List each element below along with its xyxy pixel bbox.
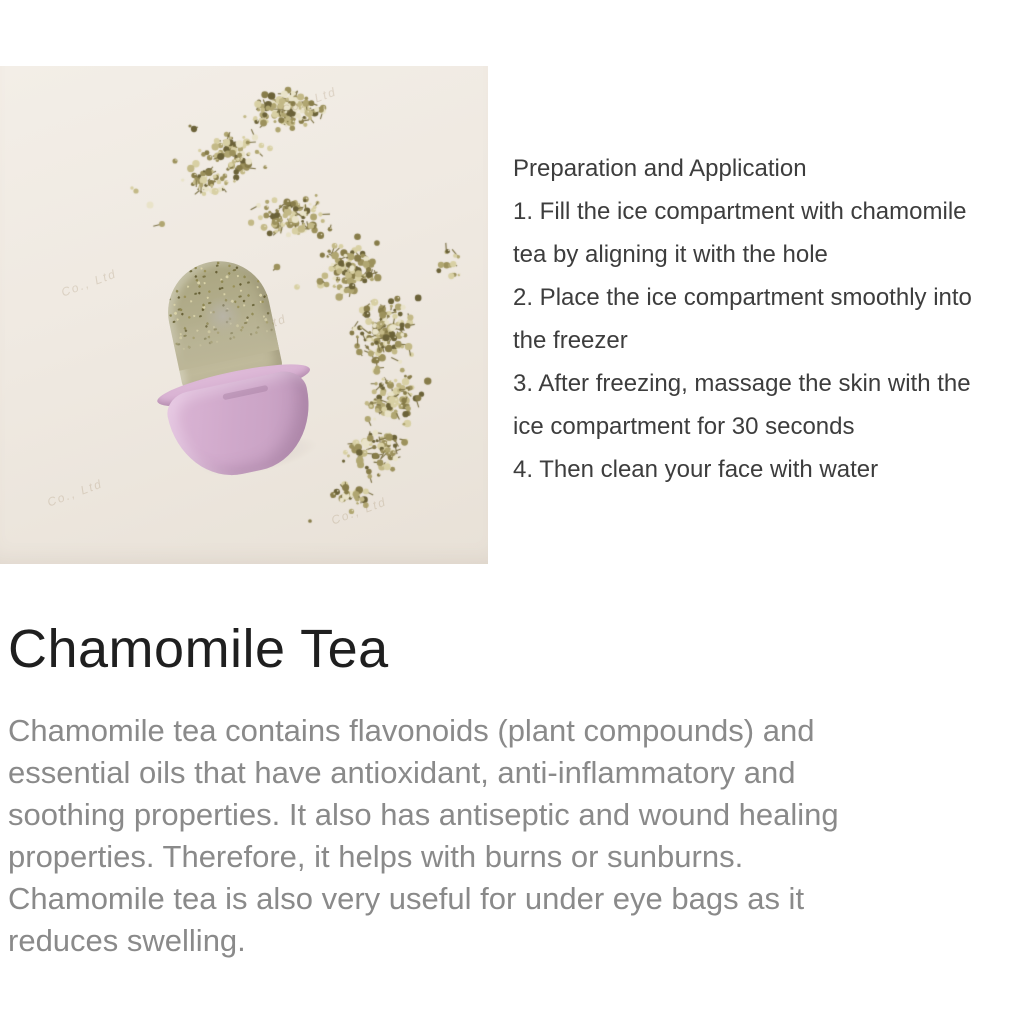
article-body <box>8 710 998 962</box>
instruction-line: ice compartment for 30 seconds <box>513 413 855 440</box>
page-title: Chamomile Tea <box>8 619 389 679</box>
article-body-line: properties. Therefore, it helps with burns or sunburns. <box>8 839 744 874</box>
instructions-title: Preparation and Application <box>513 155 807 182</box>
instruction-line: 3. After freezing, massage the skin with the <box>513 370 971 397</box>
photo-watermark: Co., Ltd <box>59 266 119 300</box>
article-body-line: Chamomile tea is also very useful for under eye bags as it <box>8 881 805 916</box>
photo-watermark: Co., Ltd <box>45 476 105 510</box>
article-body-line: soothing properties. It also has antiseptic and wound healing <box>8 797 839 832</box>
article-body-line: Chamomile tea contains flavonoids (plant compounds) and <box>8 713 815 748</box>
article-body-line: reduces swelling. <box>8 923 246 958</box>
photo-watermark: Co., Ltd <box>329 494 389 528</box>
instruction-line: 4. Then clean your face with water <box>513 456 879 483</box>
cup-seam <box>222 385 268 400</box>
article-body-line: essential oils that have antioxidant, anti-inflammatory and <box>8 755 796 790</box>
photo-watermark: Co., Ltd <box>279 84 339 118</box>
instruction-line: 1. Fill the ice compartment with chamomile <box>513 198 967 225</box>
photo-watermark: Ltd <box>262 311 289 333</box>
instruction-line: the freezer <box>513 327 628 354</box>
instructions-block <box>513 147 1018 491</box>
product-photo <box>0 66 488 564</box>
instruction-line: 2. Place the ice compartment smoothly into <box>513 284 972 311</box>
instruction-line: tea by aligning it with the hole <box>513 241 828 268</box>
